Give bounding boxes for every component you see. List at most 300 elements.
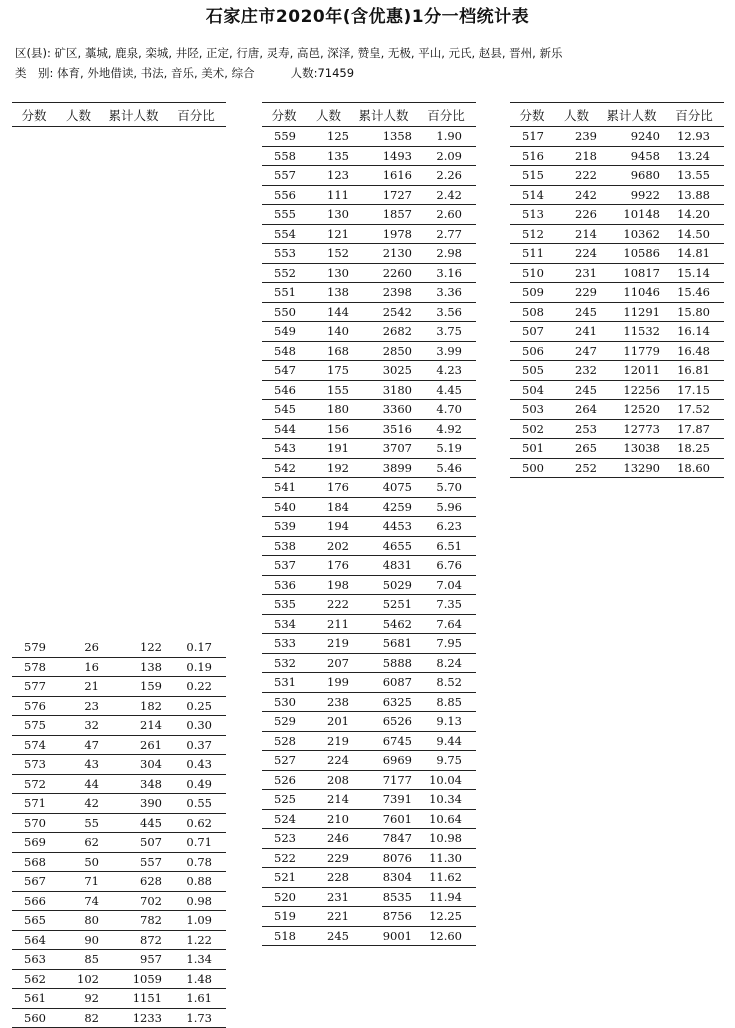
header-percent: 百分比 (166, 106, 226, 124)
percent-cell: 7.35 (416, 597, 476, 611)
table-row (262, 439, 476, 459)
table-row (510, 186, 724, 206)
score-cell: 521 (262, 870, 306, 884)
table-header (12, 102, 226, 127)
count-cell: 138 (306, 285, 351, 299)
score-cell: 539 (262, 519, 306, 533)
score-cell: 522 (262, 851, 306, 865)
count-cell: 252 (554, 461, 599, 475)
score-cell: 561 (12, 991, 56, 1005)
score-cell: 563 (12, 952, 56, 966)
count-cell: 214 (306, 792, 351, 806)
cumulative-cell: 2682 (351, 324, 416, 338)
count-cell: 111 (306, 188, 351, 202)
score-cell: 519 (262, 909, 306, 923)
percent-cell: 7.95 (416, 636, 476, 650)
table-row (12, 1009, 226, 1028)
cumulative-cell: 348 (101, 777, 166, 791)
score-cell: 547 (262, 363, 306, 377)
percent-cell: 17.15 (664, 383, 724, 397)
cumulative-cell: 9001 (351, 929, 416, 943)
score-cell: 504 (510, 383, 554, 397)
percent-cell: 0.71 (166, 835, 226, 849)
count-cell: 219 (306, 636, 351, 650)
cumulative-cell: 3360 (351, 402, 416, 416)
cumulative-cell: 8756 (351, 909, 416, 923)
score-cell: 505 (510, 363, 554, 377)
score-cell: 516 (510, 149, 554, 163)
count-cell: 90 (56, 933, 101, 947)
cumulative-cell: 1358 (351, 129, 416, 143)
cumulative-cell: 8304 (351, 870, 416, 884)
cumulative-cell: 11046 (599, 285, 664, 299)
percent-cell: 2.26 (416, 168, 476, 182)
table-row (510, 147, 724, 167)
cumulative-cell: 4259 (351, 500, 416, 514)
score-cell: 551 (262, 285, 306, 299)
percent-cell: 0.98 (166, 894, 226, 908)
count-cell: 44 (56, 777, 101, 791)
cumulative-cell: 5029 (351, 578, 416, 592)
table-row (262, 595, 476, 615)
count-cell: 218 (554, 149, 599, 163)
count-cell: 85 (56, 952, 101, 966)
table-row (510, 205, 724, 225)
cumulative-cell: 9240 (599, 129, 664, 143)
score-cell: 562 (12, 972, 56, 986)
count-cell: 207 (306, 656, 351, 670)
count-cell: 130 (306, 266, 351, 280)
score-cell: 572 (12, 777, 56, 791)
table-row (510, 322, 724, 342)
cumulative-cell: 4655 (351, 539, 416, 553)
percent-cell: 17.52 (664, 402, 724, 416)
cumulative-cell: 7177 (351, 773, 416, 787)
table-row (262, 147, 476, 167)
count-cell: 92 (56, 991, 101, 1005)
score-cell: 535 (262, 597, 306, 611)
count-cell: 224 (554, 246, 599, 260)
percent-cell: 13.88 (664, 188, 724, 202)
score-cell: 527 (262, 753, 306, 767)
table-row (262, 849, 476, 869)
cumulative-cell: 7391 (351, 792, 416, 806)
percent-cell: 11.62 (416, 870, 476, 884)
count-cell: 175 (306, 363, 351, 377)
score-cell: 525 (262, 792, 306, 806)
count-cell: 245 (306, 929, 351, 943)
header-cumulative: 累计人数 (599, 106, 664, 124)
count-cell: 231 (306, 890, 351, 904)
score-cell: 520 (262, 890, 306, 904)
count-cell: 102 (56, 972, 101, 986)
percent-cell: 2.60 (416, 207, 476, 221)
score-cell: 564 (12, 933, 56, 947)
score-cell: 542 (262, 461, 306, 475)
table-row (262, 712, 476, 732)
score-cell: 543 (262, 441, 306, 455)
cumulative-cell: 872 (101, 933, 166, 947)
count-cell: 50 (56, 855, 101, 869)
cumulative-cell: 702 (101, 894, 166, 908)
count-cell: 21 (56, 679, 101, 693)
table-row (12, 853, 226, 873)
cumulative-cell: 13038 (599, 441, 664, 455)
percent-cell: 3.75 (416, 324, 476, 338)
table-row (12, 775, 226, 795)
table-row (510, 166, 724, 186)
cumulative-cell: 557 (101, 855, 166, 869)
table-row (12, 989, 226, 1009)
count-cell: 232 (554, 363, 599, 377)
table-row (262, 264, 476, 284)
score-cell: 558 (262, 149, 306, 163)
percent-cell: 13.24 (664, 149, 724, 163)
cumulative-cell: 11291 (599, 305, 664, 319)
table-row (12, 833, 226, 853)
score-cell: 569 (12, 835, 56, 849)
table-row (262, 498, 476, 518)
cumulative-cell: 7601 (351, 812, 416, 826)
table-body (12, 638, 226, 1028)
percent-cell: 0.17 (166, 640, 226, 654)
header-score: 分数 (262, 106, 306, 124)
table-row (510, 303, 724, 323)
count-cell: 202 (306, 539, 351, 553)
cumulative-cell: 2130 (351, 246, 416, 260)
table-row (12, 736, 226, 756)
table-row (12, 794, 226, 814)
table-row (262, 517, 476, 537)
header-score: 分数 (12, 106, 56, 124)
cumulative-cell: 11532 (599, 324, 664, 338)
percent-cell: 15.80 (664, 305, 724, 319)
count-cell: 201 (306, 714, 351, 728)
count-cell: 245 (554, 305, 599, 319)
table-row (262, 381, 476, 401)
count-cell: 208 (306, 773, 351, 787)
cumulative-cell: 9680 (599, 168, 664, 182)
score-cell: 546 (262, 383, 306, 397)
count-cell: 191 (306, 441, 351, 455)
header-cumulative: 累计人数 (351, 106, 416, 124)
count-cell: 152 (306, 246, 351, 260)
score-cell: 530 (262, 695, 306, 709)
percent-cell: 0.43 (166, 757, 226, 771)
percent-cell: 2.98 (416, 246, 476, 260)
table-row (262, 342, 476, 362)
table-row (12, 658, 226, 678)
score-cell: 526 (262, 773, 306, 787)
cumulative-cell: 5681 (351, 636, 416, 650)
count-cell: 214 (554, 227, 599, 241)
cumulative-cell: 1151 (101, 991, 166, 1005)
count-cell: 176 (306, 480, 351, 494)
percent-cell: 0.30 (166, 718, 226, 732)
score-cell: 533 (262, 636, 306, 650)
cumulative-cell: 6969 (351, 753, 416, 767)
percent-cell: 10.04 (416, 773, 476, 787)
count-cell: 198 (306, 578, 351, 592)
total-count: 人数:71459 (291, 66, 354, 80)
score-cell: 506 (510, 344, 554, 358)
cumulative-cell: 1233 (101, 1011, 166, 1025)
percent-cell: 4.70 (416, 402, 476, 416)
table-row (12, 931, 226, 951)
count-cell: 219 (306, 734, 351, 748)
score-cell: 508 (510, 305, 554, 319)
percent-cell: 0.88 (166, 874, 226, 888)
percent-cell: 14.81 (664, 246, 724, 260)
score-cell: 557 (262, 168, 306, 182)
table-row (12, 716, 226, 736)
percent-cell: 7.64 (416, 617, 476, 631)
percent-cell: 1.61 (166, 991, 226, 1005)
table-header (510, 102, 724, 127)
count-cell: 253 (554, 422, 599, 436)
count-cell: 242 (554, 188, 599, 202)
header-count: 人数 (56, 106, 101, 124)
score-cell: 567 (12, 874, 56, 888)
count-cell: 221 (306, 909, 351, 923)
percent-cell: 12.25 (416, 909, 476, 923)
cumulative-cell: 6325 (351, 695, 416, 709)
table-row (262, 654, 476, 674)
table-row (510, 439, 724, 459)
cumulative-cell: 2398 (351, 285, 416, 299)
percent-cell: 12.60 (416, 929, 476, 943)
score-cell: 537 (262, 558, 306, 572)
score-cell: 503 (510, 402, 554, 416)
cumulative-cell: 6087 (351, 675, 416, 689)
percent-cell: 6.76 (416, 558, 476, 572)
score-table-1 (12, 102, 226, 922)
score-cell: 500 (510, 461, 554, 475)
table-header (262, 102, 476, 127)
table-row (12, 892, 226, 912)
percent-cell: 11.94 (416, 890, 476, 904)
table-row (510, 225, 724, 245)
table-row (510, 420, 724, 440)
table-row (262, 420, 476, 440)
cumulative-cell: 445 (101, 816, 166, 830)
score-cell: 571 (12, 796, 56, 810)
count-cell: 246 (306, 831, 351, 845)
count-cell: 16 (56, 660, 101, 674)
percent-cell: 15.46 (664, 285, 724, 299)
table-row (510, 283, 724, 303)
percent-cell: 9.13 (416, 714, 476, 728)
percent-cell: 1.73 (166, 1011, 226, 1025)
score-table-2 (262, 102, 476, 946)
table-row (262, 790, 476, 810)
score-cell: 517 (510, 129, 554, 143)
table-row (12, 697, 226, 717)
table-row (12, 814, 226, 834)
percent-cell: 9.44 (416, 734, 476, 748)
percent-cell: 8.52 (416, 675, 476, 689)
percent-cell: 1.09 (166, 913, 226, 927)
cumulative-cell: 1616 (351, 168, 416, 182)
cumulative-cell: 782 (101, 913, 166, 927)
cumulative-cell: 10817 (599, 266, 664, 280)
score-cell: 550 (262, 305, 306, 319)
percent-cell: 6.23 (416, 519, 476, 533)
count-cell: 123 (306, 168, 351, 182)
cumulative-cell: 2850 (351, 344, 416, 358)
percent-cell: 0.19 (166, 660, 226, 674)
cumulative-cell: 11779 (599, 344, 664, 358)
count-cell: 210 (306, 812, 351, 826)
count-cell: 135 (306, 149, 351, 163)
percent-cell: 18.60 (664, 461, 724, 475)
cumulative-cell: 6745 (351, 734, 416, 748)
cumulative-cell: 628 (101, 874, 166, 888)
table-row (12, 911, 226, 931)
table-row (262, 225, 476, 245)
percent-cell: 0.22 (166, 679, 226, 693)
percent-cell: 6.51 (416, 539, 476, 553)
score-cell: 574 (12, 738, 56, 752)
cumulative-cell: 9458 (599, 149, 664, 163)
score-cell: 518 (262, 929, 306, 943)
table-row (262, 205, 476, 225)
percent-cell: 2.42 (416, 188, 476, 202)
count-cell: 222 (554, 168, 599, 182)
count-cell: 245 (554, 383, 599, 397)
table-row (262, 927, 476, 947)
cumulative-cell: 3516 (351, 422, 416, 436)
count-cell: 140 (306, 324, 351, 338)
cumulative-cell: 3899 (351, 461, 416, 475)
count-cell: 211 (306, 617, 351, 631)
count-cell: 32 (56, 718, 101, 732)
cumulative-cell: 4453 (351, 519, 416, 533)
score-cell: 548 (262, 344, 306, 358)
table-row (12, 872, 226, 892)
cumulative-cell: 1493 (351, 149, 416, 163)
score-cell: 559 (262, 129, 306, 143)
count-cell: 231 (554, 266, 599, 280)
percent-cell: 4.45 (416, 383, 476, 397)
score-cell: 512 (510, 227, 554, 241)
percent-cell: 1.22 (166, 933, 226, 947)
score-cell: 502 (510, 422, 554, 436)
table-row (12, 950, 226, 970)
percent-cell: 5.46 (416, 461, 476, 475)
score-cell: 577 (12, 679, 56, 693)
count-cell: 222 (306, 597, 351, 611)
score-cell: 554 (262, 227, 306, 241)
count-cell: 180 (306, 402, 351, 416)
category-line (15, 65, 354, 81)
count-cell: 241 (554, 324, 599, 338)
score-cell: 531 (262, 675, 306, 689)
cumulative-cell: 214 (101, 718, 166, 732)
score-cell: 523 (262, 831, 306, 845)
count-cell: 144 (306, 305, 351, 319)
table-row (262, 810, 476, 830)
cumulative-cell: 4831 (351, 558, 416, 572)
percent-cell: 4.23 (416, 363, 476, 377)
cumulative-cell: 12256 (599, 383, 664, 397)
count-cell: 229 (554, 285, 599, 299)
count-cell: 80 (56, 913, 101, 927)
cumulative-cell: 4075 (351, 480, 416, 494)
percent-cell: 3.16 (416, 266, 476, 280)
percent-cell: 0.25 (166, 699, 226, 713)
count-cell: 176 (306, 558, 351, 572)
count-cell: 239 (554, 129, 599, 143)
table-row (262, 459, 476, 479)
table-row (510, 127, 724, 147)
cumulative-cell: 12520 (599, 402, 664, 416)
table-row (12, 755, 226, 775)
table-body (510, 127, 724, 478)
table-row (262, 556, 476, 576)
percent-cell: 2.09 (416, 149, 476, 163)
table-row (12, 638, 226, 658)
cumulative-cell: 2542 (351, 305, 416, 319)
table-row (262, 751, 476, 771)
score-cell: 566 (12, 894, 56, 908)
table-row (262, 907, 476, 927)
table-row (262, 303, 476, 323)
score-cell: 570 (12, 816, 56, 830)
percent-cell: 0.78 (166, 855, 226, 869)
cumulative-cell: 1978 (351, 227, 416, 241)
cumulative-cell: 10586 (599, 246, 664, 260)
category-text: 类 别: 体育, 外地借读, 书法, 音乐, 美术, 综合 (15, 66, 255, 80)
percent-cell: 5.19 (416, 441, 476, 455)
table-row (262, 868, 476, 888)
count-cell: 130 (306, 207, 351, 221)
cumulative-cell: 159 (101, 679, 166, 693)
cumulative-cell: 5888 (351, 656, 416, 670)
cumulative-cell: 13290 (599, 461, 664, 475)
table-row (262, 186, 476, 206)
cumulative-cell: 3025 (351, 363, 416, 377)
score-cell: 578 (12, 660, 56, 674)
score-cell: 573 (12, 757, 56, 771)
score-cell: 514 (510, 188, 554, 202)
table-row (510, 400, 724, 420)
percent-cell: 10.64 (416, 812, 476, 826)
table-row (262, 244, 476, 264)
score-cell: 555 (262, 207, 306, 221)
score-cell: 541 (262, 480, 306, 494)
count-cell: 228 (306, 870, 351, 884)
score-cell: 553 (262, 246, 306, 260)
percent-cell: 16.14 (664, 324, 724, 338)
count-cell: 26 (56, 640, 101, 654)
score-cell: 536 (262, 578, 306, 592)
score-cell: 556 (262, 188, 306, 202)
score-cell: 501 (510, 441, 554, 455)
score-cell: 534 (262, 617, 306, 631)
score-cell: 507 (510, 324, 554, 338)
table-row (262, 615, 476, 635)
cumulative-cell: 6526 (351, 714, 416, 728)
score-cell: 575 (12, 718, 56, 732)
cumulative-cell: 1727 (351, 188, 416, 202)
table-row (510, 342, 724, 362)
score-cell: 509 (510, 285, 554, 299)
table-row (262, 771, 476, 791)
cumulative-cell: 9922 (599, 188, 664, 202)
score-cell: 545 (262, 402, 306, 416)
header-cumulative: 累计人数 (101, 106, 166, 124)
